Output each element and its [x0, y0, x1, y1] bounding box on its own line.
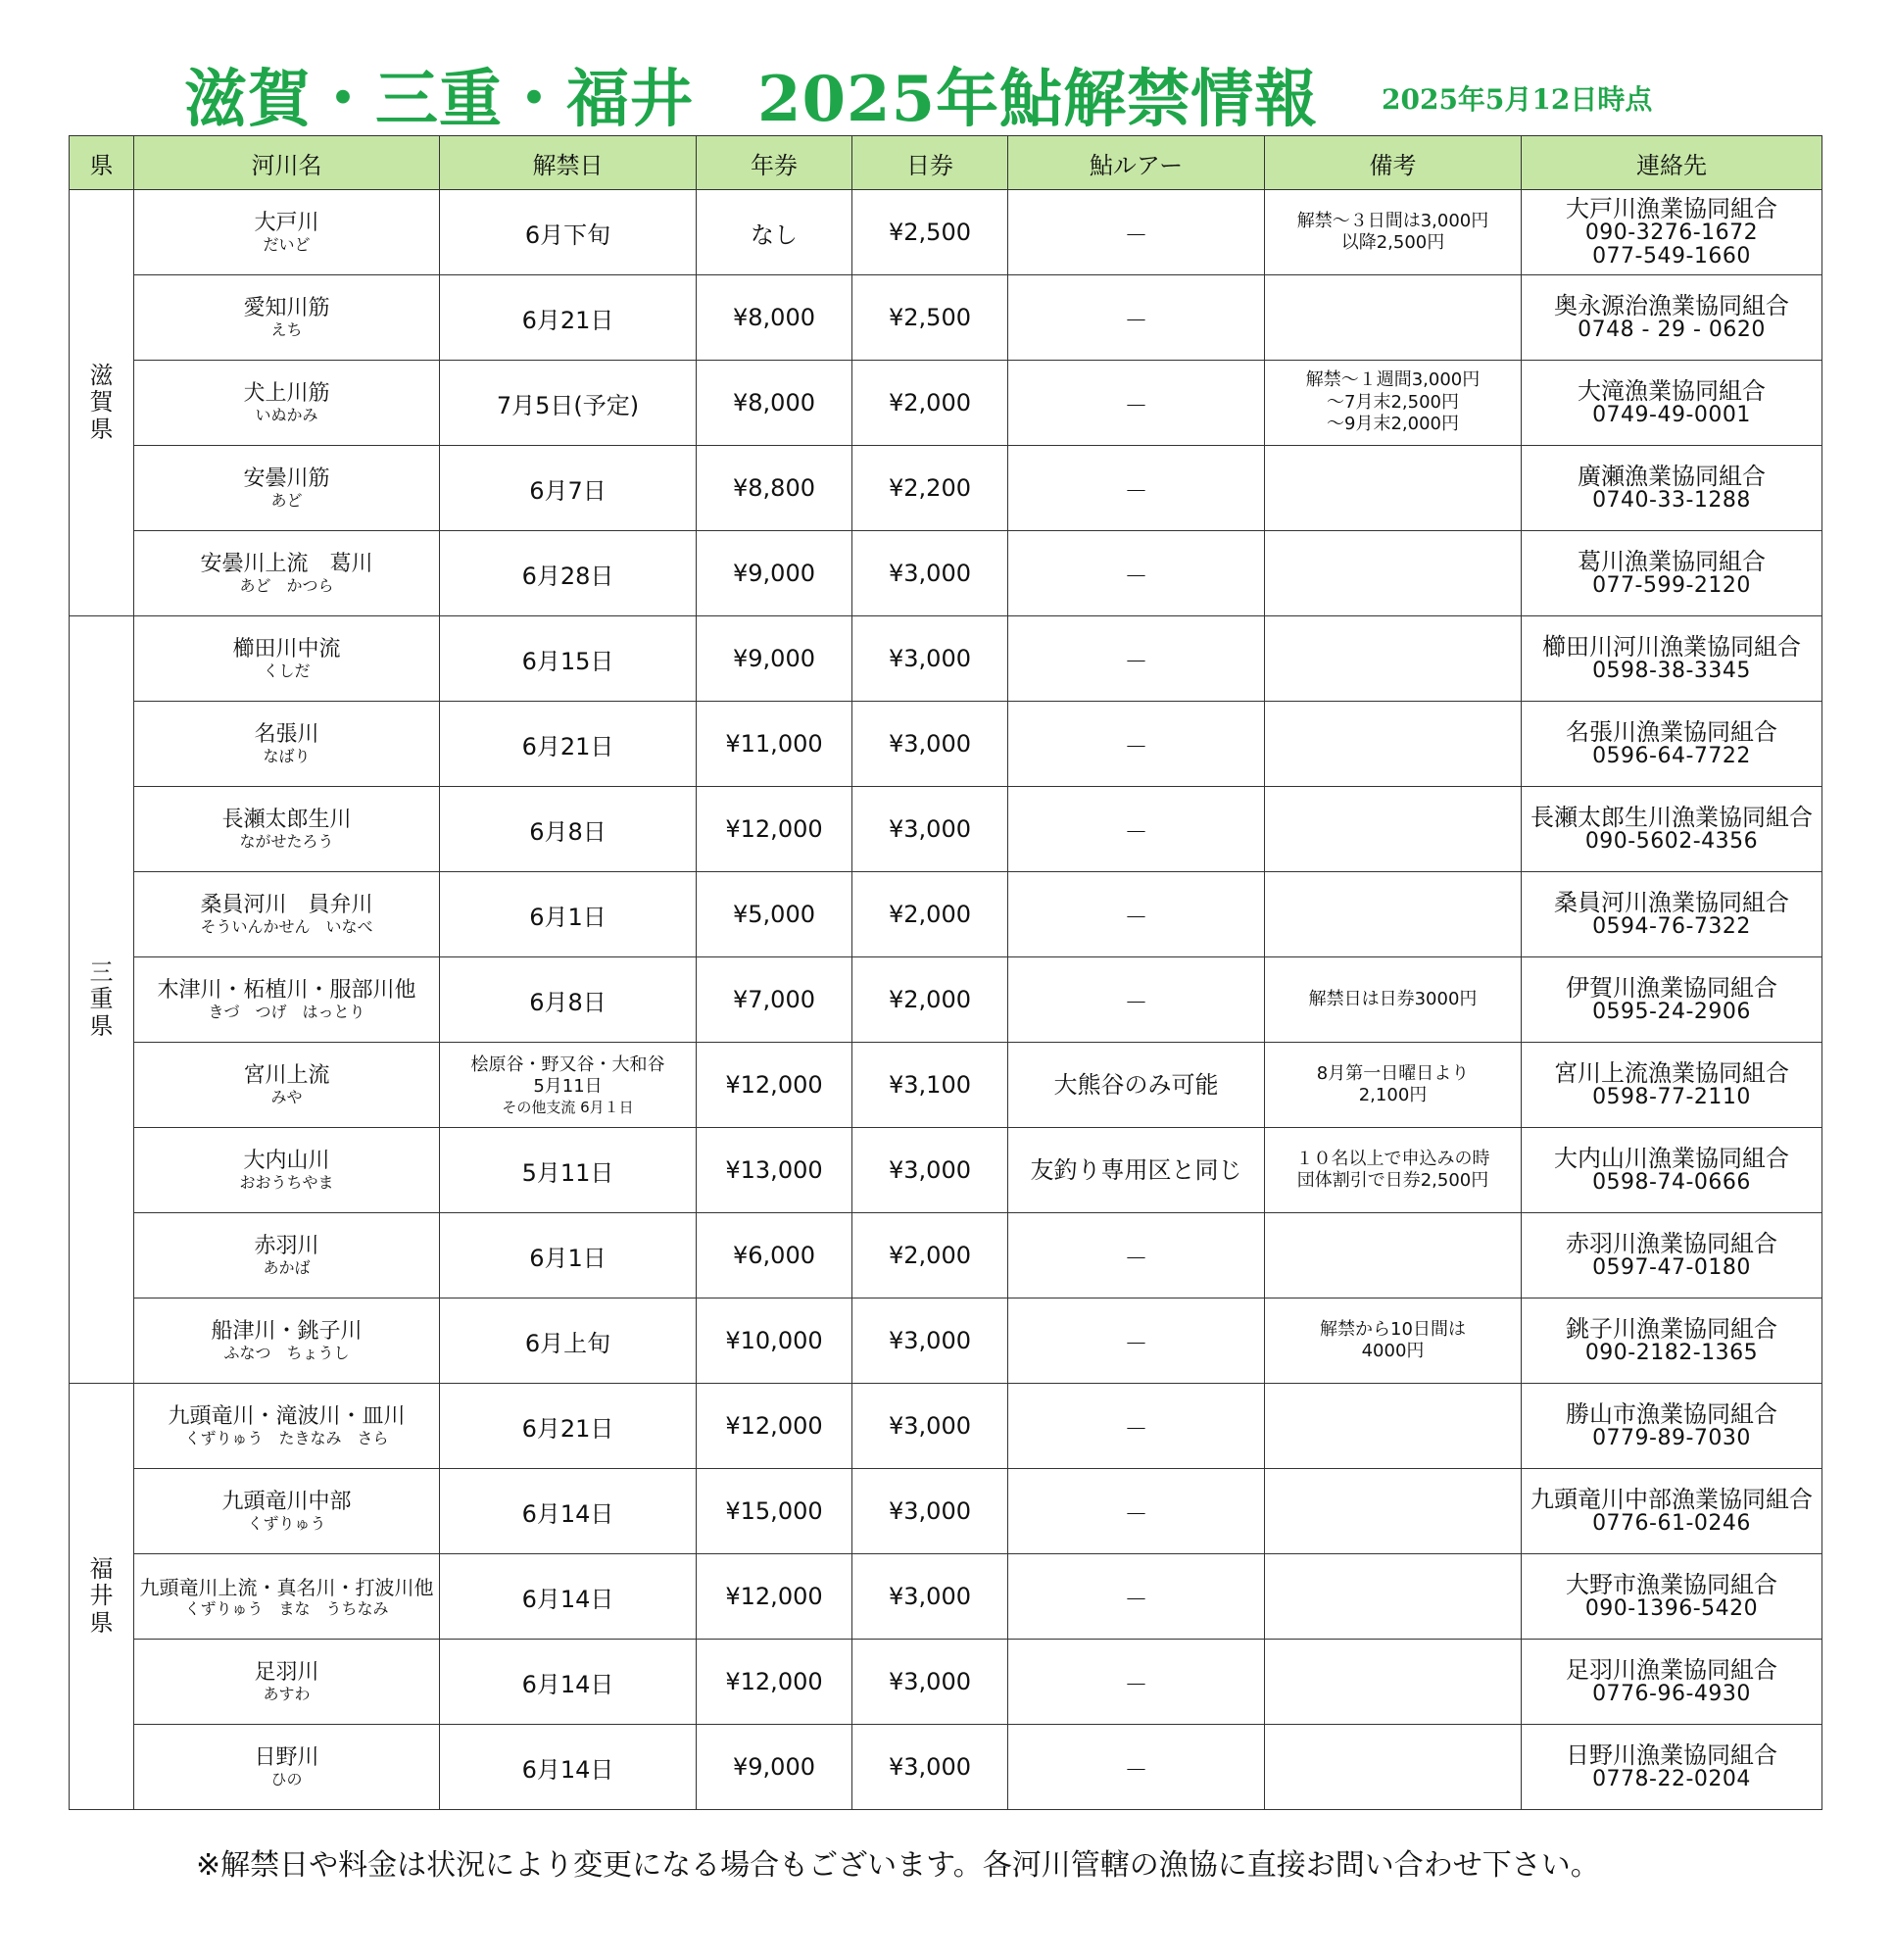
prefecture-char: 県 — [89, 1011, 114, 1040]
contact-cell — [1522, 957, 1822, 1043]
open-date-line: 6月14日 — [521, 1585, 614, 1613]
river-name: 櫛田川中流 — [232, 637, 341, 662]
open-date-cell — [440, 446, 697, 531]
table-row — [70, 1298, 1822, 1384]
contact-org: 櫛田川河川漁業協同組合 — [1542, 632, 1801, 661]
river-name: 日野川 — [254, 1745, 319, 1770]
river-reading: あど かつら — [239, 576, 334, 596]
table-row — [70, 361, 1822, 446]
lure-cell: － — [1008, 872, 1265, 957]
remarks-line: １０名以上で申込みの時 — [1295, 1148, 1490, 1169]
lure-cell: － — [1008, 531, 1265, 616]
river-cell — [134, 1213, 440, 1298]
annual-ticket-cell: ¥13,000 — [697, 1128, 852, 1213]
table-row — [70, 872, 1822, 957]
contact-phone: 0749-49-0001 — [1592, 403, 1751, 428]
contact-org: 銚子川漁業協同組合 — [1566, 1314, 1777, 1343]
remarks-line: 2,100円 — [1358, 1085, 1428, 1105]
footnote: ※解禁日や料金は状況により変更になる場合もございます。各河川管轄の漁協に直接お問い合わせ下さい。 — [196, 1848, 1600, 1883]
contact-phone: 0776-96-4930 — [1592, 1682, 1751, 1707]
open-date-cell — [440, 702, 697, 787]
river-reading: いぬかみ — [255, 406, 318, 425]
contact-phone: 0596-64-7722 — [1592, 744, 1751, 769]
contact-phone: 0779-89-7030 — [1592, 1426, 1751, 1451]
river-name: 安曇川上流 葛川 — [200, 552, 373, 576]
daily-ticket-cell: ¥2,000 — [852, 957, 1008, 1043]
contact-phone: 0595-24-2906 — [1592, 1000, 1751, 1025]
river-reading: あど — [270, 491, 303, 511]
river-reading: くしだ — [263, 662, 311, 681]
title-bar — [0, 39, 1894, 137]
daily-ticket-cell: ¥2,000 — [852, 872, 1008, 957]
open-date-cell — [440, 190, 697, 275]
contact-org: 大滝漁業協同組合 — [1578, 376, 1766, 405]
open-date-line: 6月1日 — [529, 1244, 607, 1272]
annual-ticket-cell: なし — [697, 190, 852, 275]
open-date-line: 6月14日 — [521, 1670, 614, 1698]
prefecture-cell — [70, 190, 134, 616]
remarks-cell — [1265, 446, 1522, 531]
open-date-cell — [440, 1384, 697, 1469]
daily-ticket-cell: ¥3,000 — [852, 1128, 1008, 1213]
river-name: 足羽川 — [254, 1660, 319, 1685]
remarks-line: 団体割引で日券2,500円 — [1296, 1170, 1489, 1191]
contact-org: 奥永源治漁業協同組合 — [1554, 291, 1789, 319]
daily-ticket-cell: ¥3,000 — [852, 1469, 1008, 1554]
river-cell — [134, 531, 440, 616]
river-reading: あすわ — [263, 1685, 311, 1704]
open-date-line: 6月15日 — [521, 647, 614, 675]
daily-ticket-cell: ¥2,000 — [852, 361, 1008, 446]
contact-cell — [1522, 1469, 1822, 1554]
open-date-cell — [440, 616, 697, 702]
open-date-line: 6月28日 — [521, 562, 614, 590]
prefecture-char: 滋 — [89, 361, 114, 389]
contact-cell — [1522, 531, 1822, 616]
river-cell — [134, 1043, 440, 1128]
open-date-line: 6月21日 — [521, 1414, 614, 1443]
river-reading: そういんかせん いなべ — [200, 917, 373, 937]
contact-cell — [1522, 446, 1822, 531]
annual-ticket-cell: ¥7,000 — [697, 957, 852, 1043]
open-date-line: 6月7日 — [529, 476, 607, 505]
contact-org: 宮川上流漁業協同組合 — [1554, 1058, 1789, 1087]
contact-org: 桑員河川漁業協同組合 — [1554, 888, 1789, 916]
remarks-line: 解禁～３日間は3,000円 — [1296, 210, 1489, 231]
lure-cell: － — [1008, 190, 1265, 275]
lure-cell: － — [1008, 1640, 1265, 1725]
open-date-cell — [440, 1213, 697, 1298]
river-reading: あかば — [263, 1258, 311, 1278]
daily-ticket-cell: ¥3,100 — [852, 1043, 1008, 1128]
lure-cell: － — [1008, 1469, 1265, 1554]
contact-org: 廣瀬漁業協同組合 — [1578, 462, 1766, 490]
contact-org: 大野市漁業協同組合 — [1566, 1570, 1777, 1598]
contact-phone: 0597-47-0180 — [1592, 1255, 1751, 1281]
table-row — [70, 787, 1822, 872]
river-name: 愛知川筋 — [243, 296, 330, 320]
table-row — [70, 1384, 1822, 1469]
contact-org: 大戸川漁業協同組合 — [1566, 194, 1777, 222]
river-cell — [134, 1298, 440, 1384]
remarks-cell — [1265, 957, 1522, 1043]
contact-cell — [1522, 361, 1822, 446]
contact-org: 赤羽川漁業協同組合 — [1566, 1229, 1777, 1257]
annual-ticket-cell: ¥12,000 — [697, 787, 852, 872]
table-row — [70, 1043, 1822, 1128]
river-reading: ふなつ ちょうし — [223, 1344, 350, 1363]
header-open-date: 解禁日 — [440, 136, 697, 190]
river-reading: だいど — [263, 235, 311, 255]
table-row — [70, 1213, 1822, 1298]
remarks-line: 8月第一日曜日より — [1316, 1062, 1470, 1084]
prefecture-char: 県 — [89, 1608, 114, 1637]
remarks-cell — [1265, 531, 1522, 616]
lure-cell: － — [1008, 787, 1265, 872]
prefecture-char: 福 — [89, 1554, 114, 1583]
river-cell — [134, 616, 440, 702]
annual-ticket-cell: ¥6,000 — [697, 1213, 852, 1298]
annual-ticket-cell: ¥15,000 — [697, 1469, 852, 1554]
remarks-cell — [1265, 1384, 1522, 1469]
lure-cell: － — [1008, 275, 1265, 361]
lure-cell: 大熊谷のみ可能 — [1008, 1043, 1265, 1128]
contact-phone: 077-599-2120 — [1592, 573, 1751, 599]
river-cell — [134, 1469, 440, 1554]
open-date-line: 6月上旬 — [524, 1329, 611, 1357]
daily-ticket-cell: ¥2,200 — [852, 446, 1008, 531]
remarks-cell — [1265, 190, 1522, 275]
table-row — [70, 275, 1822, 361]
river-cell — [134, 787, 440, 872]
open-date-cell — [440, 787, 697, 872]
table-row — [70, 1640, 1822, 1725]
annual-ticket-cell: ¥5,000 — [697, 872, 852, 957]
contact-org: 伊賀川漁業協同組合 — [1566, 973, 1777, 1002]
river-name: 名張川 — [254, 722, 319, 747]
open-date-line: 6月1日 — [529, 903, 607, 931]
river-cell — [134, 702, 440, 787]
lure-cell: － — [1008, 702, 1265, 787]
river-name: 桑員河川 員弁川 — [200, 893, 373, 917]
river-name: 九頭竜川中部 — [221, 1490, 352, 1514]
table-row — [70, 1725, 1822, 1810]
lure-cell: － — [1008, 616, 1265, 702]
river-reading: みや — [270, 1088, 303, 1107]
contact-cell — [1522, 1043, 1822, 1128]
prefecture-cell — [70, 616, 134, 1384]
river-name: 船津川・銚子川 — [211, 1319, 363, 1344]
lure-cell: － — [1008, 957, 1265, 1043]
contact-phone: 0594-76-7322 — [1592, 914, 1751, 940]
remarks-cell — [1265, 1128, 1522, 1213]
lure-cell: － — [1008, 1298, 1265, 1384]
river-reading: なばり — [263, 747, 311, 766]
contact-org: 名張川漁業協同組合 — [1566, 717, 1777, 746]
river-cell — [134, 190, 440, 275]
contact-cell — [1522, 872, 1822, 957]
remarks-cell — [1265, 275, 1522, 361]
table-row — [70, 1128, 1822, 1213]
contact-cell — [1522, 190, 1822, 275]
annual-ticket-cell: ¥8,000 — [697, 361, 852, 446]
lure-cell: － — [1008, 1213, 1265, 1298]
contact-phone: 0776-61-0246 — [1592, 1511, 1751, 1537]
table-row — [70, 957, 1822, 1043]
table-row — [70, 1554, 1822, 1640]
table-row — [70, 190, 1822, 275]
daily-ticket-cell: ¥3,000 — [852, 1298, 1008, 1384]
contact-cell — [1522, 1213, 1822, 1298]
open-date-line: 5月11日 — [533, 1076, 603, 1097]
contact-cell — [1522, 1725, 1822, 1810]
river-reading: くずりゅう — [247, 1514, 326, 1534]
contact-phone: 0778-22-0204 — [1592, 1767, 1751, 1792]
open-date-line: 桧原谷・野又谷・大和谷 — [470, 1054, 665, 1075]
contact-phone: 090-2182-1365 — [1584, 1341, 1759, 1366]
daily-ticket-cell: ¥2,000 — [852, 1213, 1008, 1298]
open-date-line: 6月21日 — [521, 732, 614, 760]
open-date-cell — [440, 531, 697, 616]
header-daily-ticket: 日券 — [852, 136, 1008, 190]
ayu-info-table — [69, 135, 1822, 1810]
river-name: 長瀬太郎生川 — [221, 808, 352, 832]
contact-org: 葛川漁業協同組合 — [1578, 547, 1766, 575]
remarks-cell — [1265, 1725, 1522, 1810]
contact-phone: 090-1396-5420 — [1584, 1596, 1759, 1622]
header-contact: 連絡先 — [1522, 136, 1822, 190]
river-name: 赤羽川 — [254, 1234, 319, 1258]
remarks-cell — [1265, 616, 1522, 702]
lure-cell: － — [1008, 1384, 1265, 1469]
river-name: 木津川・柘植川・服部川他 — [157, 978, 416, 1003]
annual-ticket-cell: ¥10,000 — [697, 1298, 852, 1384]
contact-org: 勝山市漁業協同組合 — [1566, 1399, 1777, 1428]
open-date-line: 5月11日 — [521, 1158, 614, 1187]
daily-ticket-cell: ¥3,000 — [852, 616, 1008, 702]
remarks-cell — [1265, 872, 1522, 957]
contact-phone: 0598-38-3345 — [1592, 659, 1751, 684]
annual-ticket-cell: ¥8,000 — [697, 275, 852, 361]
remarks-cell — [1265, 1298, 1522, 1384]
open-date-line: その他支流 6月１日 — [502, 1098, 634, 1116]
daily-ticket-cell: ¥3,000 — [852, 531, 1008, 616]
contact-phone: 090-3276-1672 — [1584, 220, 1759, 245]
contact-phone: 090-5602-4356 — [1584, 829, 1759, 855]
open-date-cell — [440, 361, 697, 446]
table-body — [70, 190, 1822, 1810]
contact-cell — [1522, 1298, 1822, 1384]
remarks-line: 解禁～１週間3,000円 — [1305, 369, 1481, 391]
river-name: 大内山川 — [243, 1149, 330, 1173]
open-date-line: 6月下旬 — [524, 220, 611, 249]
contact-cell — [1522, 275, 1822, 361]
open-date-line: 7月5日(予定) — [496, 391, 640, 419]
contact-phone: 0598-74-0666 — [1592, 1170, 1751, 1196]
annual-ticket-cell: ¥12,000 — [697, 1043, 852, 1128]
river-cell — [134, 1640, 440, 1725]
remarks-cell — [1265, 1469, 1522, 1554]
remarks-cell — [1265, 1554, 1522, 1640]
remarks-line: 解禁日は日券3000円 — [1308, 988, 1478, 1009]
river-reading: きづ つげ はっとり — [208, 1003, 365, 1022]
remarks-line: 4000円 — [1361, 1341, 1425, 1361]
river-reading: えち — [270, 320, 303, 340]
open-date-line: 6月8日 — [529, 817, 607, 846]
remarks-line: ～9月末2,000円 — [1327, 414, 1459, 435]
river-name: 大戸川 — [254, 211, 319, 235]
prefecture-char: 井 — [89, 1582, 114, 1610]
river-cell — [134, 872, 440, 957]
contact-phone: 0598-77-2110 — [1592, 1085, 1751, 1110]
contact-phone: 077-549-1660 — [1592, 244, 1751, 270]
river-cell — [134, 1554, 440, 1640]
river-cell — [134, 1128, 440, 1213]
annual-ticket-cell: ¥12,000 — [697, 1554, 852, 1640]
contact-cell — [1522, 1128, 1822, 1213]
river-reading: くずりゅう まな うちなみ — [184, 1598, 389, 1618]
contact-org: 大内山川漁業協同組合 — [1554, 1144, 1789, 1172]
remarks-line: 以降2,500円 — [1340, 232, 1445, 253]
contact-cell — [1522, 1554, 1822, 1640]
prefecture-cell — [70, 1384, 134, 1810]
daily-ticket-cell: ¥3,000 — [852, 1554, 1008, 1640]
river-cell — [134, 275, 440, 361]
contact-org: 長瀬太郎生川漁業協同組合 — [1530, 803, 1813, 831]
river-cell — [134, 1725, 440, 1810]
annual-ticket-cell: ¥9,000 — [697, 1725, 852, 1810]
river-reading: おおうちやま — [239, 1173, 334, 1193]
remarks-cell — [1265, 1640, 1522, 1725]
river-cell — [134, 1384, 440, 1469]
contact-cell — [1522, 1640, 1822, 1725]
remarks-cell — [1265, 787, 1522, 872]
contact-cell — [1522, 1384, 1822, 1469]
prefecture-char: 重 — [89, 985, 114, 1013]
table-header-row — [70, 136, 1822, 190]
river-name: 九頭竜川・滝波川・皿川 — [168, 1404, 406, 1429]
table-row — [70, 616, 1822, 702]
remarks-cell — [1265, 361, 1522, 446]
header-river: 河川名 — [134, 136, 440, 190]
table-row — [70, 446, 1822, 531]
remarks-line: ～7月末2,500円 — [1327, 391, 1459, 413]
daily-ticket-cell: ¥3,000 — [852, 702, 1008, 787]
remarks-cell — [1265, 702, 1522, 787]
remarks-cell — [1265, 1213, 1522, 1298]
contact-phone: 0748 - 29 - 0620 — [1578, 318, 1766, 343]
open-date-cell — [440, 872, 697, 957]
header-remarks: 備考 — [1265, 136, 1522, 190]
prefecture-char: 県 — [89, 415, 114, 443]
daily-ticket-cell: ¥2,500 — [852, 275, 1008, 361]
table-row — [70, 531, 1822, 616]
annual-ticket-cell: ¥12,000 — [697, 1384, 852, 1469]
lure-cell: 友釣り専用区と同じ — [1008, 1128, 1265, 1213]
lure-cell: － — [1008, 1725, 1265, 1810]
remarks-cell — [1265, 1043, 1522, 1128]
lure-cell: － — [1008, 1554, 1265, 1640]
open-date-line: 6月21日 — [521, 306, 614, 334]
open-date-cell — [440, 1640, 697, 1725]
as-of-date: 2025年5月12日時点 — [1382, 83, 1653, 116]
contact-cell — [1522, 787, 1822, 872]
river-reading: ながせたろう — [239, 832, 334, 852]
open-date-cell — [440, 1725, 697, 1810]
river-cell — [134, 957, 440, 1043]
annual-ticket-cell: ¥8,800 — [697, 446, 852, 531]
open-date-cell — [440, 1554, 697, 1640]
remarks-line: 解禁から10日間は — [1320, 1318, 1466, 1340]
header-prefecture: 県 — [70, 136, 134, 190]
daily-ticket-cell: ¥3,000 — [852, 1725, 1008, 1810]
annual-ticket-cell: ¥12,000 — [697, 1640, 852, 1725]
annual-ticket-cell: ¥9,000 — [697, 531, 852, 616]
river-name: 安曇川筋 — [243, 466, 330, 491]
daily-ticket-cell: ¥3,000 — [852, 1640, 1008, 1725]
open-date-line: 6月8日 — [529, 988, 607, 1016]
contact-org: 足羽川漁業協同組合 — [1566, 1655, 1777, 1684]
open-date-cell — [440, 1128, 697, 1213]
prefecture-char: 賀 — [89, 388, 114, 416]
daily-ticket-cell: ¥2,500 — [852, 190, 1008, 275]
prefecture-char: 三 — [89, 957, 114, 986]
open-date-cell — [440, 275, 697, 361]
lure-cell: － — [1008, 361, 1265, 446]
river-name: 九頭竜川上流・真名川・打波川他 — [139, 1575, 434, 1599]
river-cell — [134, 446, 440, 531]
lure-cell: － — [1008, 446, 1265, 531]
open-date-cell — [440, 1469, 697, 1554]
open-date-line: 6月14日 — [521, 1755, 614, 1784]
contact-cell — [1522, 702, 1822, 787]
contact-org: 九頭竜川中部漁業協同組合 — [1530, 1485, 1813, 1513]
contact-phone: 0740-33-1288 — [1592, 488, 1751, 514]
daily-ticket-cell: ¥3,000 — [852, 787, 1008, 872]
page-title: 滋賀・三重・福井 2025年鮎解禁情報 — [184, 63, 1319, 136]
open-date-cell — [440, 957, 697, 1043]
open-date-line: 6月14日 — [521, 1499, 614, 1528]
table-row — [70, 1469, 1822, 1554]
contact-org: 日野川漁業協同組合 — [1566, 1740, 1777, 1769]
header-lure: 鮎ルアー — [1008, 136, 1265, 190]
annual-ticket-cell: ¥11,000 — [697, 702, 852, 787]
river-reading: くずりゅう たきなみ さら — [184, 1429, 389, 1448]
river-reading: ひの — [270, 1770, 303, 1789]
contact-cell — [1522, 616, 1822, 702]
table-row — [70, 702, 1822, 787]
open-date-cell — [440, 1298, 697, 1384]
header-annual-ticket: 年券 — [697, 136, 852, 190]
annual-ticket-cell: ¥9,000 — [697, 616, 852, 702]
river-cell — [134, 361, 440, 446]
river-name: 犬上川筋 — [243, 381, 330, 406]
river-name: 宮川上流 — [243, 1063, 330, 1088]
daily-ticket-cell: ¥3,000 — [852, 1384, 1008, 1469]
open-date-cell — [440, 1043, 697, 1128]
